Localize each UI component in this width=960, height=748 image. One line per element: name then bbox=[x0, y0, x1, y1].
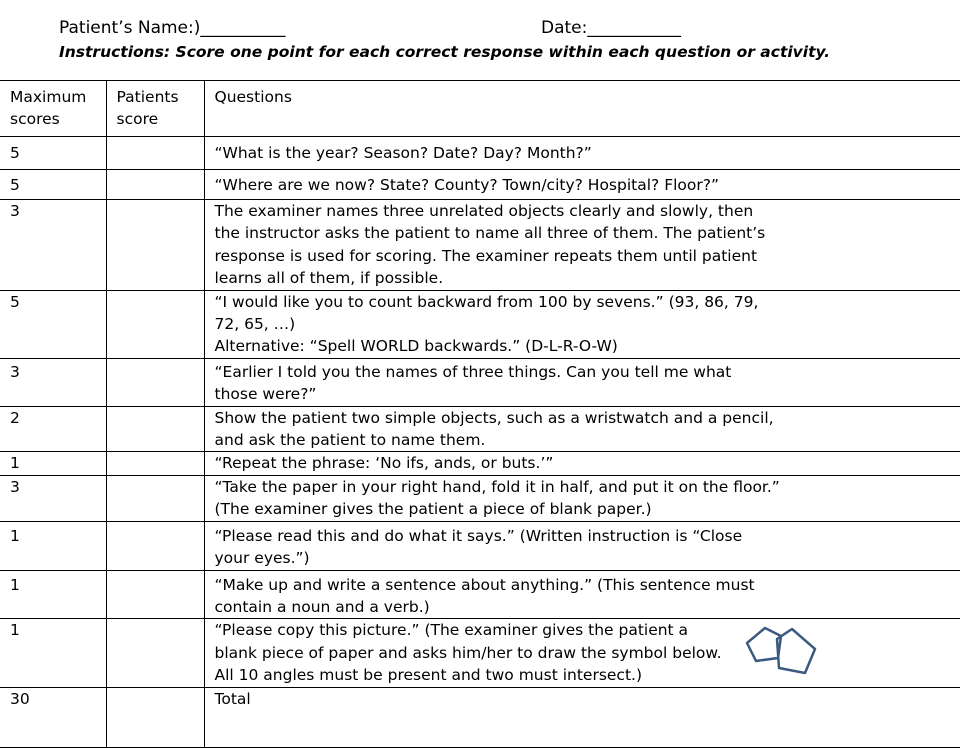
max-score-cell: 2 bbox=[0, 406, 106, 452]
patient-score-cell[interactable] bbox=[106, 170, 204, 200]
question-cell bbox=[204, 475, 960, 521]
table-row-total bbox=[0, 687, 960, 747]
patient-score-cell[interactable] bbox=[106, 452, 204, 475]
question-text: “Earlier I told you the names of three things. Can you tell me what those were?” bbox=[214, 362, 732, 404]
header-max-scores: Maximum scores bbox=[0, 81, 106, 137]
question-cell bbox=[204, 521, 960, 570]
header-patients-score: Patients score bbox=[106, 81, 204, 137]
instructions-text: Instructions: Score one point for each correct response within each question or activity. bbox=[59, 43, 831, 61]
max-score-cell: 1 bbox=[0, 570, 106, 619]
question-cell bbox=[204, 137, 960, 170]
question-cell bbox=[204, 358, 960, 406]
question-text: “What is the year? Season? Date? Day? Month?” bbox=[214, 144, 592, 162]
question-cell bbox=[204, 170, 960, 200]
question-text: “I would like you to count backward from 100 by sevens.” (93, 86, 79, 72, 65, …) bbox=[214, 292, 759, 334]
max-score-cell: 5 bbox=[0, 290, 106, 358]
table-row bbox=[0, 475, 960, 521]
question-cell bbox=[204, 619, 960, 687]
intersecting-pentagons-icon bbox=[745, 623, 829, 679]
patient-score-cell[interactable] bbox=[106, 290, 204, 358]
header-questions: Questions bbox=[204, 81, 960, 137]
table-row bbox=[0, 137, 960, 170]
question-cell bbox=[204, 687, 960, 747]
patient-score-cell[interactable] bbox=[106, 521, 204, 570]
table-row bbox=[0, 170, 960, 200]
question-cell bbox=[204, 200, 960, 291]
max-score-cell: 3 bbox=[0, 475, 106, 521]
date-label: Date:___________ bbox=[541, 18, 681, 38]
question-text: Show the patient two simple objects, such as a wristwatch and a pencil, and ask the patient to name them. bbox=[214, 408, 774, 450]
patient-name-label: Patient’s Name:)__________ bbox=[59, 18, 286, 38]
max-score-total-cell: 30 bbox=[0, 687, 106, 747]
max-score-cell: 3 bbox=[0, 358, 106, 406]
question-text: “Please read this and do what it says.” (Written instruction is “Close your eyes.”) bbox=[214, 526, 743, 568]
question-text: “Take the paper in your right hand, fold it in half, and put it on the floor.” (The examiner gives the patient a piece of blank paper.) bbox=[214, 477, 780, 519]
question-text: “Where are we now? State? County? Town/city? Hospital? Floor?” bbox=[214, 176, 720, 194]
table-row bbox=[0, 619, 960, 687]
patient-score-cell[interactable] bbox=[106, 475, 204, 521]
patient-score-cell[interactable] bbox=[106, 200, 204, 291]
total-label: Total bbox=[214, 689, 251, 708]
table-row bbox=[0, 570, 960, 619]
max-score-cell: 5 bbox=[0, 137, 106, 170]
question-cell bbox=[204, 406, 960, 452]
question-text: The examiner names three unrelated objects clearly and slowly, then the instructor asks the patient to name all three of them. The patient’s response is used for scoring. The examiner repeats them until patient learns all of them, if possible. bbox=[214, 202, 766, 288]
patient-score-cell[interactable] bbox=[106, 406, 204, 452]
question-text: “Please copy this picture.” (The examiner gives the patient a blank piece of paper and asks him/her to draw the symbol below. All 10 angles must be present and two must intersect.) bbox=[214, 621, 722, 685]
patient-score-cell[interactable] bbox=[106, 570, 204, 619]
question-cell bbox=[204, 290, 960, 358]
table-row bbox=[0, 200, 960, 291]
table-row bbox=[0, 521, 960, 570]
table-row bbox=[0, 406, 960, 452]
question-text: “Repeat the phrase: ‘No ifs, ands, or buts.’” bbox=[214, 454, 554, 473]
question-text: “Make up and write a sentence about anything.” (This sentence must contain a noun and a verb.) bbox=[214, 575, 755, 616]
table-row bbox=[0, 290, 960, 358]
table-row bbox=[0, 452, 960, 475]
patient-score-cell[interactable] bbox=[106, 137, 204, 170]
max-score-cell: 3 bbox=[0, 200, 106, 291]
mmse-table bbox=[0, 80, 960, 748]
patient-score-cell[interactable] bbox=[106, 358, 204, 406]
patient-score-cell[interactable] bbox=[106, 619, 204, 687]
max-score-cell: 1 bbox=[0, 452, 106, 475]
table-header-row bbox=[0, 81, 960, 137]
max-score-cell: 1 bbox=[0, 521, 106, 570]
max-score-cell: 5 bbox=[0, 170, 106, 200]
patient-score-total-cell[interactable] bbox=[106, 687, 204, 747]
table-row bbox=[0, 358, 960, 406]
question-alternative-text: Alternative: “Spell WORLD backwards.” (D-L-R-O-W) bbox=[214, 337, 618, 356]
question-cell bbox=[204, 570, 960, 619]
question-cell bbox=[204, 452, 960, 475]
max-score-cell: 1 bbox=[0, 619, 106, 687]
